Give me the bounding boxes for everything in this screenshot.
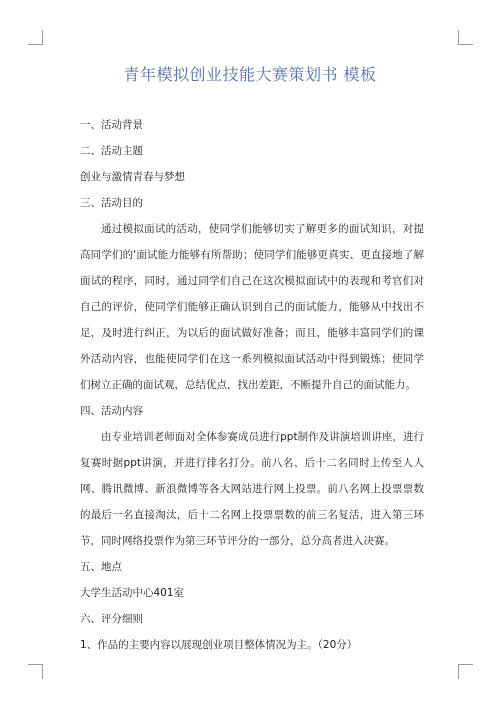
section-heading-content: 四、活动内容 [80, 405, 143, 417]
section-heading-background: 一、活动背景 [80, 119, 143, 131]
document-title: 青年模拟创业技能大赛策划书 模板 [123, 65, 377, 84]
content-paragraph: 由专业培训老师面对全体参赛成员进行ppt制作及讲演培训讲座，进行复赛时据ppt讲演，并进行排名打分。前八名、后十二名同时上传至人人网、腾讯微博、新浪微博等各大网站进行网上投票。前八名网上投票票数的最后一名直接淘汰，后十二名网上投票票数的前三名复活，进入第三环节，同时网络投票作为第三环节评分的一部分，总分高者进入决赛。 [80, 431, 424, 547]
purpose-paragraph: 通过模拟面试的活动，使同学们能够切实了解更多的面试知识，对提高同学们的'面试能力能够有所帮助；使同学们能够更真实、更直接地了解面试的程序，同时，通过同学们自己在这次模拟面试中的表现和考官们对自己的评价，使同学们能够正确认识到自己的面试能力，能够从中找出不足，及时进行纠正，为以后的面试做好准备；而且，能够丰富同学们的课外活动内容，也能使同学们在这一系列模拟面试活动中得到锻炼；使同学们树立正确的面试观，总结优点，找出差距，不断提升自己的面试能力。 [80, 223, 424, 391]
scoring-item: 1、作品的主要内容以展现创业项目整体情况为主。（20分） [80, 639, 358, 651]
page-corner-mark [458, 664, 473, 679]
place-text: 大学生活动中心401室 [80, 587, 185, 599]
section-heading-place: 五、地点 [80, 561, 122, 573]
section-heading-theme: 二、活动主题 [80, 145, 143, 157]
section-heading-scoring: 六、评分细则 [80, 613, 143, 625]
page-corner-mark [28, 30, 43, 45]
page-corner-mark [28, 664, 43, 679]
page-corner-mark [458, 30, 473, 45]
theme-text: 创业与激情青春与梦想 [80, 171, 185, 183]
section-heading-purpose: 三、活动目的 [80, 197, 143, 209]
document-body [80, 112, 424, 658]
